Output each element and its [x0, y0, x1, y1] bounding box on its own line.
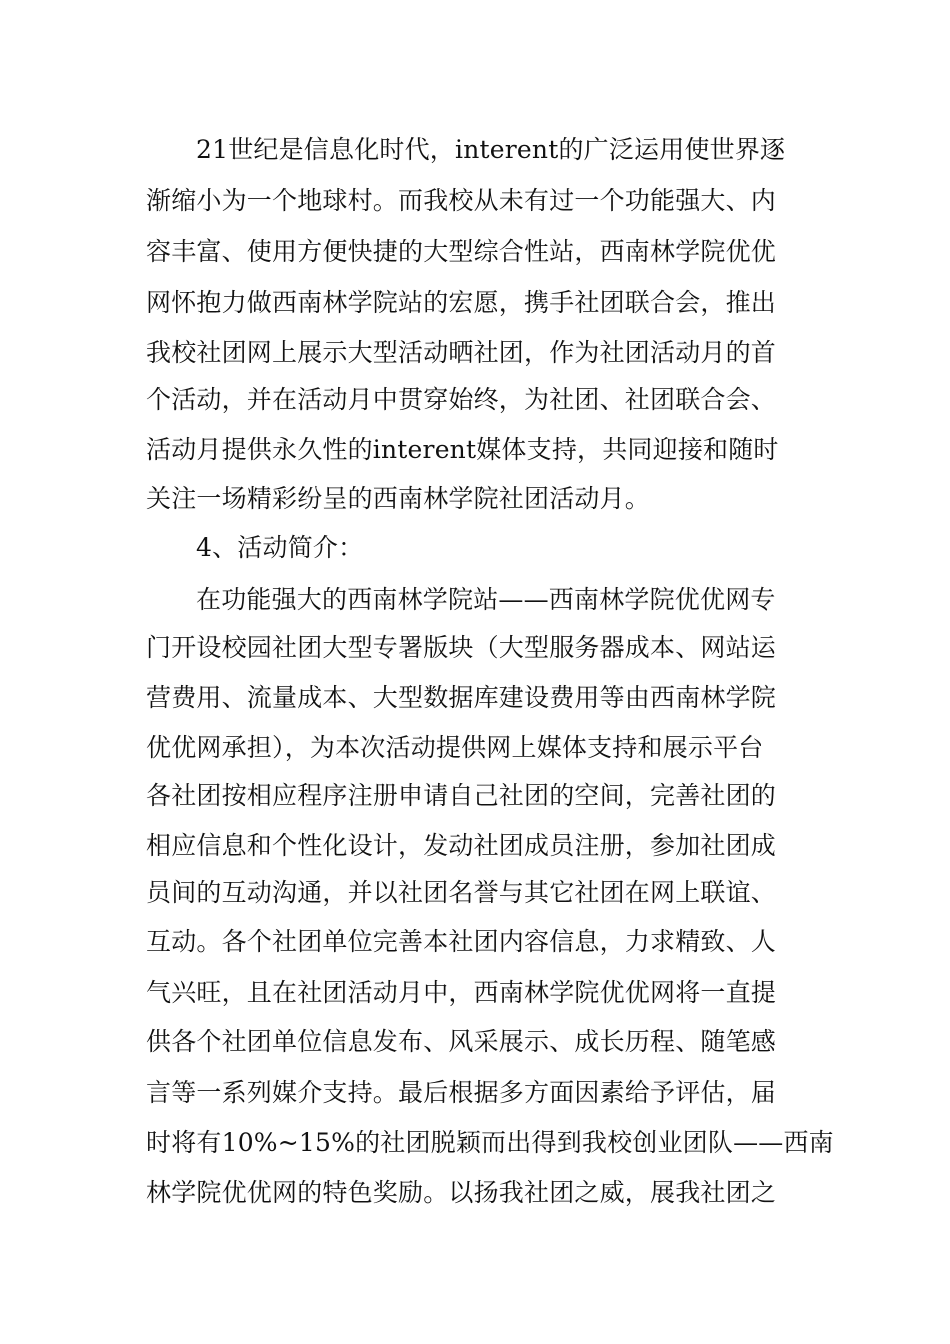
text-line: 活动月提供永久性的interent媒体支持，共同迎接和随时 — [146, 435, 779, 464]
text-line: 个活动，并在活动月中贯穿始终，为社团、社团联合会、 — [146, 385, 777, 414]
section-heading: 4、活动简介： — [196, 533, 364, 562]
text-line: 气兴旺，且在社团活动月中，西南林学院优优网将一直提 — [146, 978, 777, 1007]
text-line: 关注一场精彩纷呈的西南林学院社团活动月。 — [146, 484, 651, 513]
text-line: 优优网承担），为本次活动提供网上媒体支持和展示平台 — [146, 733, 764, 762]
text-line: 林学院优优网的特色奖励。以扬我社团之威，展我社团之 — [146, 1178, 777, 1207]
text-line: 各社团按相应程序注册申请自己社团的空间，完善社团的 — [146, 781, 777, 810]
text-line: 互动。各个社团单位完善本社团内容信息，力求精致、人 — [146, 927, 777, 956]
text-line: 我校社团网上展示大型活动晒社团，作为社团活动月的首 — [146, 338, 777, 367]
text-line: 言等一系列媒介支持。最后根据多方面因素给予评估，届 — [146, 1078, 777, 1107]
text-line: 供各个社团单位信息发布、风采展示、成长历程、随笔感 — [146, 1027, 777, 1056]
text-line: 员间的互动沟通，并以社团名誉与其它社团在网上联谊、 — [146, 878, 777, 907]
text-line: 容丰富、使用方便快捷的大型综合性站，西南林学院优优 — [146, 237, 777, 266]
text-line: 门开设校园社团大型专署版块（大型服务器成本、网站运 — [146, 633, 777, 662]
text-line: 网怀抱力做西南林学院站的宏愿，携手社团联合会，推出 — [146, 288, 777, 317]
text-line: 21世纪是信息化时代，interent的广泛运用使世界逐 — [196, 135, 786, 164]
text-line: 相应信息和个性化设计，发动社团成员注册，参加社团成 — [146, 831, 777, 860]
text-line: 渐缩小为一个地球村。而我校从未有过一个功能强大、内 — [146, 186, 777, 215]
text-line: 营费用、流量成本、大型数据库建设费用等由西南林学院 — [146, 683, 777, 712]
text-line: 在功能强大的西南林学院站——西南林学院优优网专 — [196, 585, 776, 614]
text-line: 时将有10%~15%的社团脱颖而出得到我校创业团队——西南 — [146, 1128, 834, 1157]
